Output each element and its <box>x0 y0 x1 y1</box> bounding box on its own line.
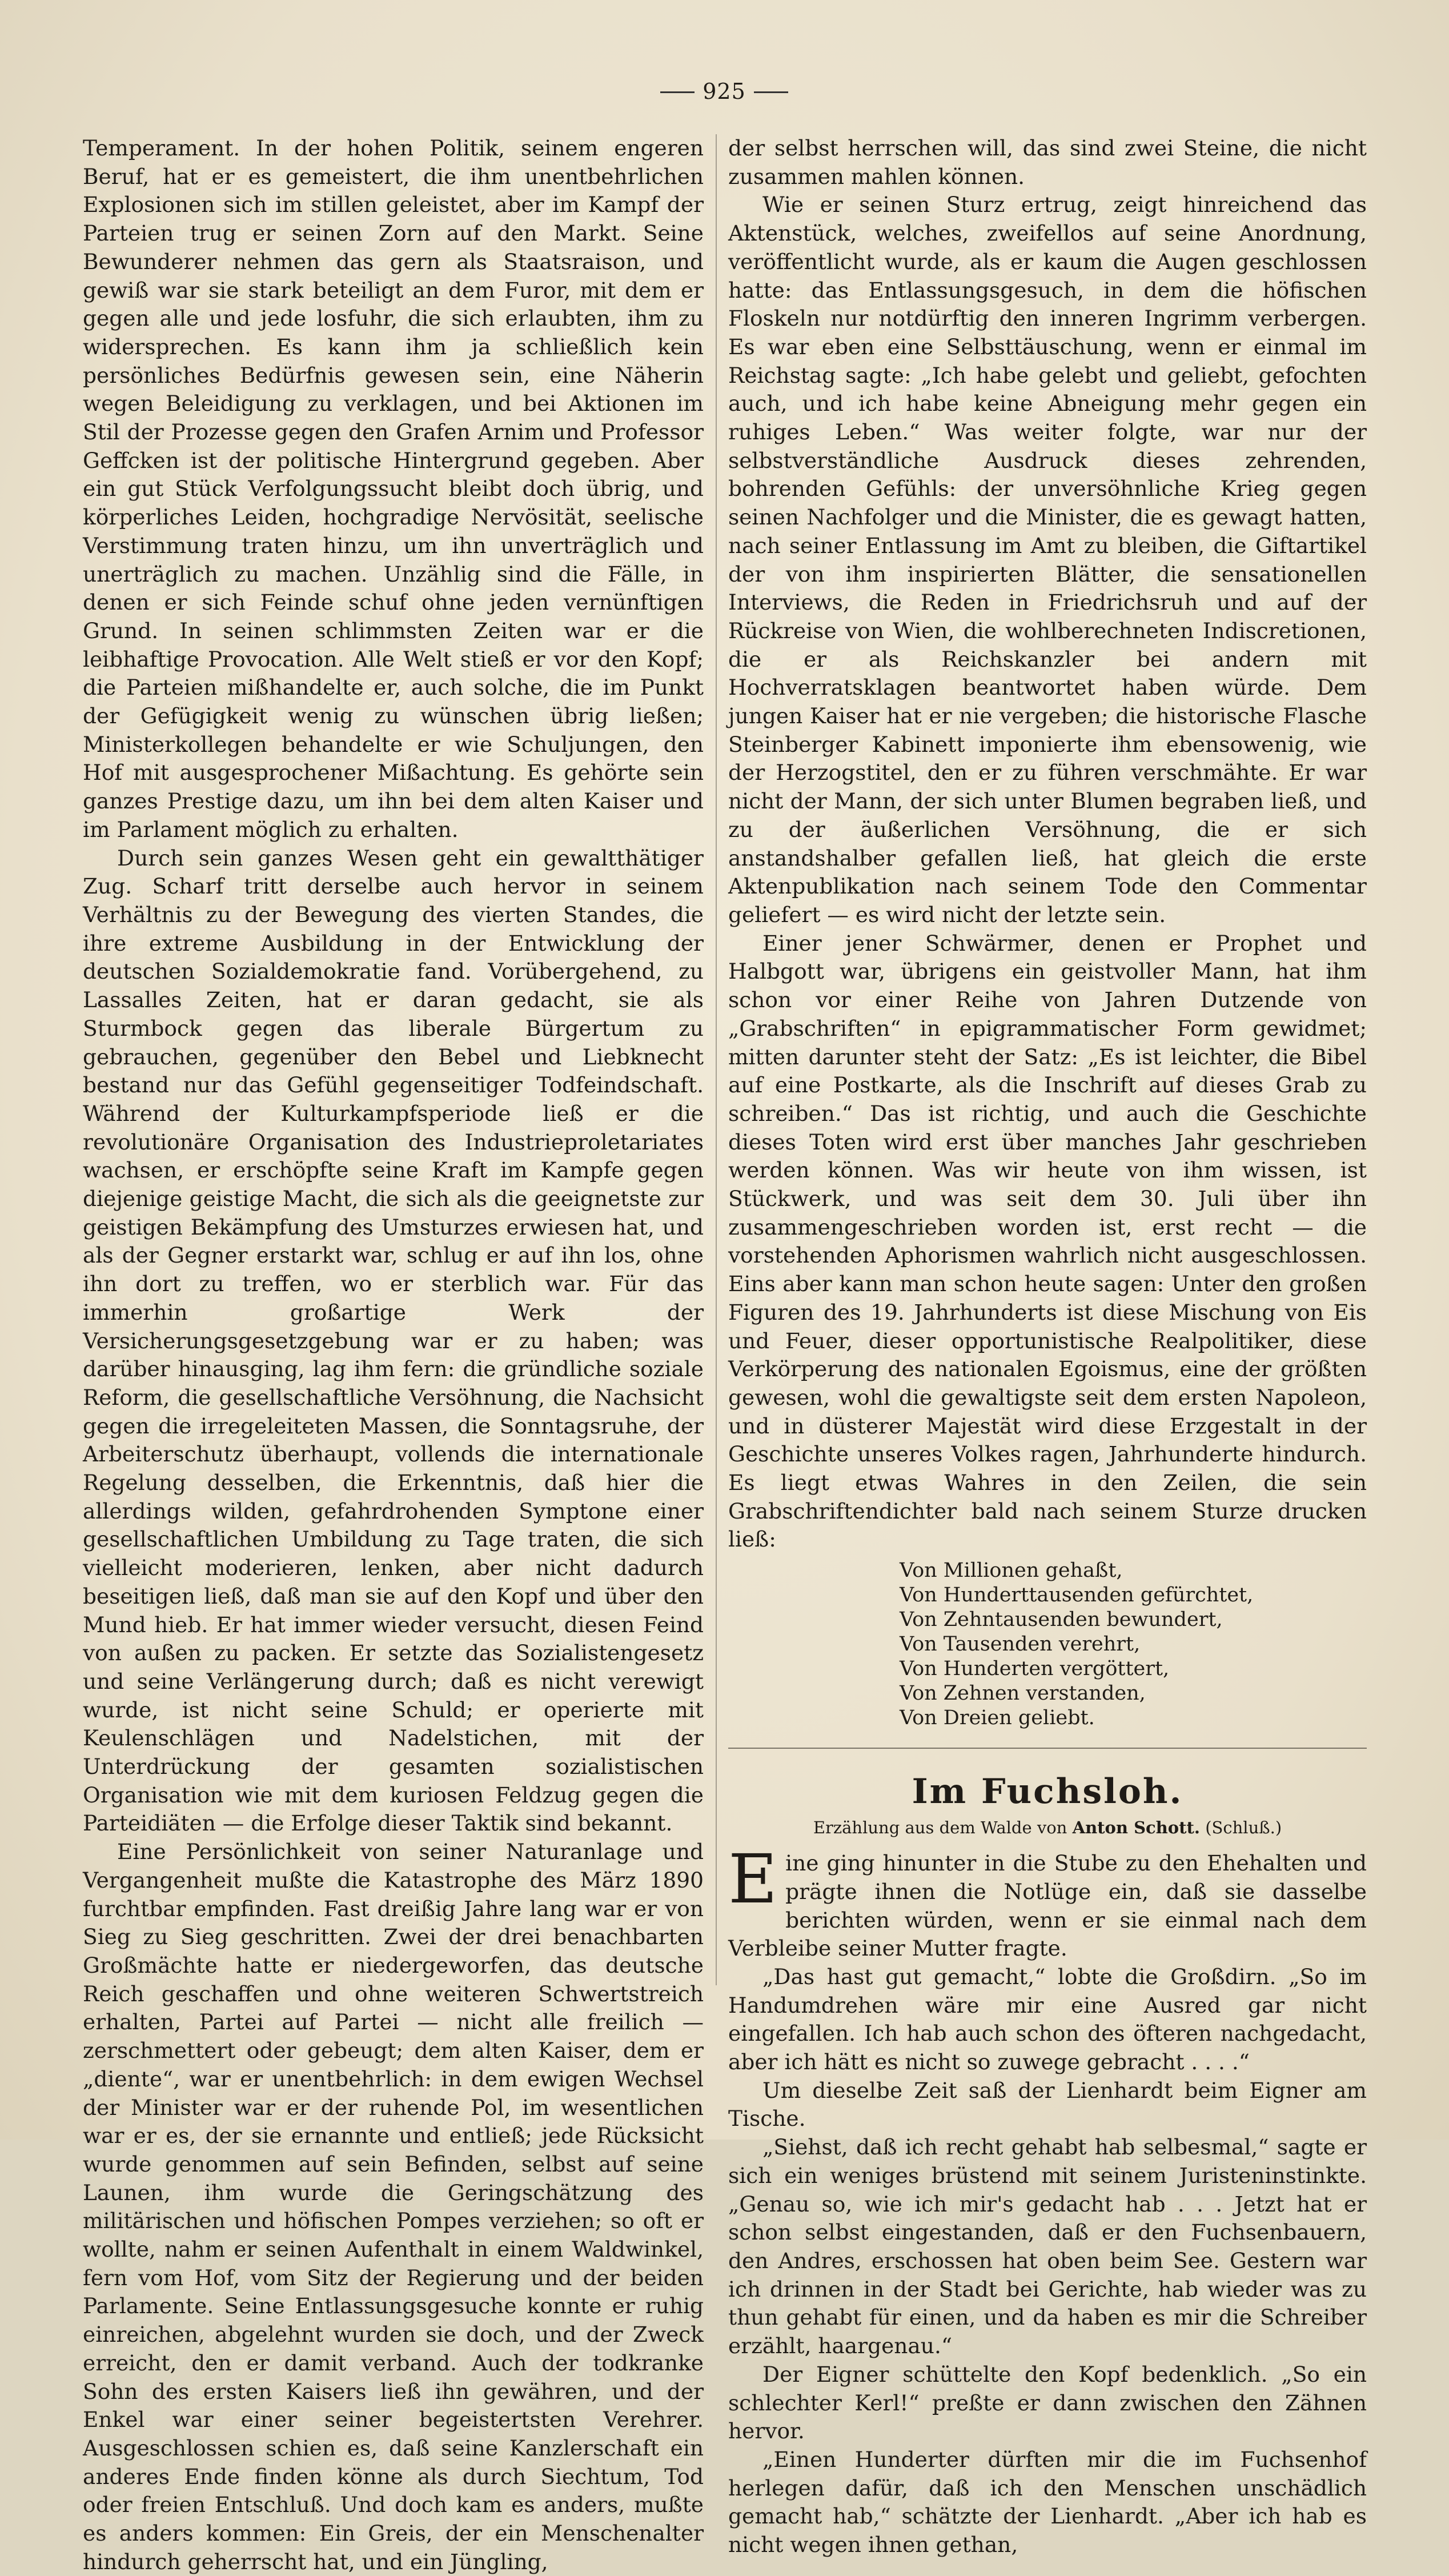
verse-line: Von Zehntausenden bewundert, <box>900 1608 1223 1632</box>
left-paragraph-3: Eine Persönlichkeit von seiner Naturanlage und Vergangenheit mußte die Katastrophe des März 1890 furchtbar empfinden. Fast dreißig Jahre lang war er von Sieg zu Sieg geschritten. Zwei der drei benachbarten Großmächte hatte er niedergeworfen, das deutsche Reich geschaffen und ohne weiteren Schwertstreich erhalten, Partei auf Partei — nicht alle freilich — zerschmettert oder gebeugt; dem alten Kaiser, dem er „diente“, war er unentbehrlich: in dem ewigen Wechsel der Minister war er der ruhende Pol, im wesentlichen war er es, der sie ernannte und entließ; jede Rücksicht wurde genommen auf sein Befinden, selbst auf seine Launen, ihm wurde die Geringschätzung des militärischen und höfischen Pompes verziehen; so oft er wollte, nahm er seinen Aufenthalt in einem Waldwinkel, fern vom Hof, vom Sitz der Regierung und der beiden Parlamente. Seine Entlassungsgesuche konnte er ruhig einreichen, abgelehnt wurden sie doch, und der Zweck erreicht, den er damit verband. Auch der todkranke Sohn des ersten Kaisers ließ ihn gewähren, und der Enkel war einer seiner begeistertsten Verehrer. Ausgeschlossen schien es, daß seine Kanzlerschaft ein anderes Ende finden könne als durch Siechtum, Tod oder freien Entschluß. Und doch kam es anders, mußte es anders kommen: Ein Greis, der ein Menschenalter hindurch geherrscht hat, und ein Jüngling, <box>83 1839 704 2574</box>
verse-line: Von Tausenden verehrt, <box>900 1633 1141 1656</box>
epitaph-verse <box>900 1559 1367 1730</box>
page-number-header <box>639 79 810 104</box>
story-subtitle <box>728 1815 1367 1840</box>
ornament-right-icon <box>754 91 788 95</box>
right-paragraph-2: Wie er seinen Sturz ertrug, zeigt hinreichend das Aktenstück, welches, zweifellos auf seine Anordnung, veröffentlicht wurde, als er kaum die Augen geschlossen hatte: das Entlassungsgesuch, in dem die höfischen Floskeln nur notdürftig den inneren Ingrimm verbergen. Es war eben eine Selbsttäuschung, wenn er einmal im Reichstag sagte: „Ich habe gelebt und geliebt, gefochten auch, und ich habe keine Abneigung mehr gegen ein ruhiges Leben.“ Was weiter folgte, war nur der selbstverständliche Ausdruck dieses zehrenden, bohrenden Gefühls: der unversöhnliche Krieg gegen seinen Nachfolger und die Minister, die es gewagt hatten, nach seiner Entlassung im Amt zu bleiben, die Giftartikel der von ihm inspirierten Blätter, die sensationellen Interviews, die Reden in Friedrichsruh und auf der Rückreise von Wien, die wohlberechneten Indiscretionen, die er als Reichskanzler bei andern mit Hochverratsklagen beantwortet haben würde. Dem jungen Kaiser hat er nie vergeben; die historische Flasche Steinberger Kabinett imponierte ihm ebensowenig, wie der Herzogstitel, den er zu führen verschmähte. Er war nicht der Mann, der sich unter Blumen begraben ließ, und zu der äußerlichen Versöhnung, die er sich anstandshalber gefallen ließ, hat gleich die erste Aktenpublikation nach seinem Tode den Commentar geliefert — es wird nicht der letzte sein. <box>728 192 1367 927</box>
left-paragraph-1: Temperament. In der hohen Politik, seinem engeren Beruf, hat er es gemeistert, die ihm unentbehrlichen Explosionen sich im stillen geleistet, aber im Kampf der Parteien trug er seinen Zorn auf den Markt. Seine Bewunderer nehmen das gern als Staatsraison, und gewiß war sie stark beteiligt an dem Furor, mit dem er gegen alle und jede losfuhr, die sich erlaubten, ihm zu widersprechen. Es kann ihm ja schließlich kein persönliches Bedürfnis gewesen sein, eine Näherin wegen Beleidigung zu verklagen, und bei Aktionen im Stil der Prozesse gegen den Grafen Arnim und Professor Geffcken ist der politische Hintergrund gegeben. Aber ein gut Stück Verfolgungssucht bleibt doch übrig, und körperliches Leiden, hochgradige Nervösität, seelische Verstimmung traten hinzu, um ihn unverträglich und unerträglich zu machen. Unzählig sind die Fälle, in denen er sich Feinde schuf ohne jeden vernünftigen Grund. In seinen schlimmsten Zeiten war er die leibhaftige Provocation. Alle Welt stieß er vor den Kopf; die Parteien mißhandelte er, auch solche, die im Punkt der Gefügigkeit wenig zu wünschen übrig ließen; Ministerkollegen behandelte er wie Schuljungen, den Hof mit ausgesprochener Mißachtung. Es gehörte sein ganzes Prestige dazu, um ihn bei dem alten Kaiser und im Parlament möglich zu erhalten. <box>83 135 704 842</box>
subtitle-suffix: (Schluß.) <box>1205 1818 1282 1838</box>
story-paragraph-1-text: ine ging hinunter in die Stube zu den Ehehalten und prägte ihnen die Notlüge ein, daß sie dasselbe berichten würden, wenn er sie einmal nach dem Verbleibe seiner Mutter fragte. <box>728 1850 1367 1961</box>
page-number: 925 <box>703 79 746 104</box>
verse-line: Von Dreien geliebt. <box>900 1706 1095 1730</box>
verse-line: Von Zehnen verstanden, <box>900 1682 1146 1705</box>
story-paragraph-6: „Einen Hunderter dürften mir die im Fuchsenhof herlegen dafür, daß ich den Menschen unschädlich gemacht hab,“ schätzte der Lienhardt. „Aber ich hab es nicht wegen ihnen gethan, <box>728 2446 1367 2558</box>
verse-line: Von Hunderten vergöttert, <box>900 1657 1170 1681</box>
verse-line: Von Millionen gehaßt, <box>900 1559 1123 1583</box>
column-divider <box>716 134 717 1985</box>
right-paragraph-3: Einer jener Schwärmer, denen er Prophet und Halbgott war, übrigens ein geistvoller Mann, hat ihm schon vor einer Reihe von Jahren Dutzende von „Grabschriften“ in epigrammatischer Form gewidmet; mitten darunter steht der Satz: „Es ist leichter, die Bibel auf eine Postkarte, als die Inschrift auf dieses Grab zu schreiben.“ Das ist richtig, und auch die Geschichte dieses Toten wird erst über manches Jahr geschrieben werden können. Was wir heute von ihm wissen, ist Stückwerk, und was seit dem 30. Juli über ihn zusammengeschrieben worden ist, erst recht — die vorstehenden Aphorismen wahrlich nicht ausgeschlossen. Eins aber kann man schon heute sagen: Unter den großen Figuren des 19. Jahrhunderts ist diese Mischung von Eis und Feuer, dieser opportunistische Realpolitiker, diese Verkörperung des nationalen Egoismus, eine der größten gewesen, wohl die gewaltigste seit dem ersten Napoleon, und in düsterer Majestät wird diese Erzgestalt in der Geschichte unseres Volkes ragen, Jahrhunderte hindurch. Es liegt etwas Wahres in den Zeilen, die sein Grabschriftendichter bald nach seinem Sturze drucken ließ: <box>728 930 1367 1552</box>
verse-line: Von Hunderttausenden gefürchtet, <box>900 1584 1254 1607</box>
left-column <box>83 134 704 2576</box>
left-paragraph-2: Durch sein ganzes Wesen geht ein gewaltthätiger Zug. Scharf tritt derselbe auch hervor in seinem Verhältnis zu der Bewegung des vierten Standes, die ihre extreme Ausbildung in der Entwicklung der deutschen Sozialdemokratie fand. Vorübergehend, zu Lassalles Zeiten, hat er daran gedacht, sie als Sturmbock gegen das liberale Bürgertum zu gebrauchen, gegenüber den Bebel und Liebknecht bestand nur das Gefühl gegenseitiger Todfeindschaft. Während der Kulturkampfsperiode ließ er die revolutionäre Organisation des Industrieproletariates wachsen, er erschöpfte seine Kraft im Kampfe gegen diejenige geistige Macht, die sich als die geeignetste zur geistigen Bekämpfung des Umsturzes erwiesen hat, und als der Gegner erstarkt war, schlug er auf ihn los, ohne ihn dort zu treffen, wo er sterblich war. Für das immerhin großartige Werk der Versicherungsgesetzgebung war er zu haben; was darüber hinausging, lag ihm fern: die gründliche soziale Reform, die gesellschaftliche Versöhnung, die Nachsicht gegen die irregeleiteten Massen, die Sonntagsruhe, der Arbeiterschutz überhaupt, vollends die internationale Regelung desselben, die Erkenntnis, daß hier die allerdings wilden, gefahrdrohenden Symptone einer gesellschaftlichen Umbildung zu Tage traten, die sich vielleicht moderieren, lenken, aber nicht dadurch beseitigen ließ, daß man sie auf den Kopf und über den Mund hieb. Er hat immer wieder versucht, diesen Feind von außen zu packen. Er setzte das Sozialistengesetz und seine Verlängerung durch; daß es nicht verewigt wurde, ist nicht seine Schuld; er operierte mit Keulenschlägen und Nadelstichen, mit der Unterdrückung der gesamten sozialistischen Organisation wie mit dem kuriosen Feldzug gegen die Parteidiäten — die Erfolge dieser Taktik sind bekannt. <box>83 845 704 1836</box>
story-author: Anton Schott. <box>1072 1818 1200 1838</box>
story-paragraph-5: Der Eigner schüttelte den Kopf bedenklich. „So ein schlechter Kerl!“ preßte er dann zwischen den Zähnen hervor. <box>728 2361 1367 2444</box>
right-column <box>728 134 1367 2559</box>
right-paragraph-1: der selbst herrschen will, das sind zwei Steine, die nicht zusammen mahlen können. <box>728 135 1367 189</box>
story-paragraph-4: „Siehst, daß ich recht gehabt hab selbesmal,“ sagte er sich ein weniges brüstend mit seinem Juristeninstinkte. „Genau so, wie ich mir's gedacht hab . . . Jetzt hat er schon selbst eingestanden, daß er den Fuchsenbauern, den Andres, erschossen hat oben beim See. Gestern war ich drinnen in der Stadt bei Gerichte, hab wieder was zu thun gehabt für einen, und da haben es mir die Schreiber erzählt, haargenau.“ <box>728 2134 1367 2359</box>
subtitle-prefix: Erzählung aus dem Walde von <box>813 1818 1067 1838</box>
story-paragraph-1 <box>728 1840 1367 1963</box>
ornament-left-icon <box>660 91 695 95</box>
story-paragraph-3: Um dieselbe Zeit saß der Lienhardt beim Eigner am Tische. <box>728 2077 1367 2132</box>
section-divider <box>728 1748 1367 1749</box>
story-title: Im Fuchsloh. <box>912 1772 1183 1812</box>
story-paragraph-2: „Das hast gut gemacht,“ lobte die Großdirn. „So im Handumdrehen wäre mir eine Ausred gar nicht eingefallen. Ich hab auch schon des öfteren nachgedacht, aber ich hätt es nicht so zuwege gebracht . . . .“ <box>728 1964 1367 2075</box>
drop-cap: E <box>728 1840 778 1919</box>
